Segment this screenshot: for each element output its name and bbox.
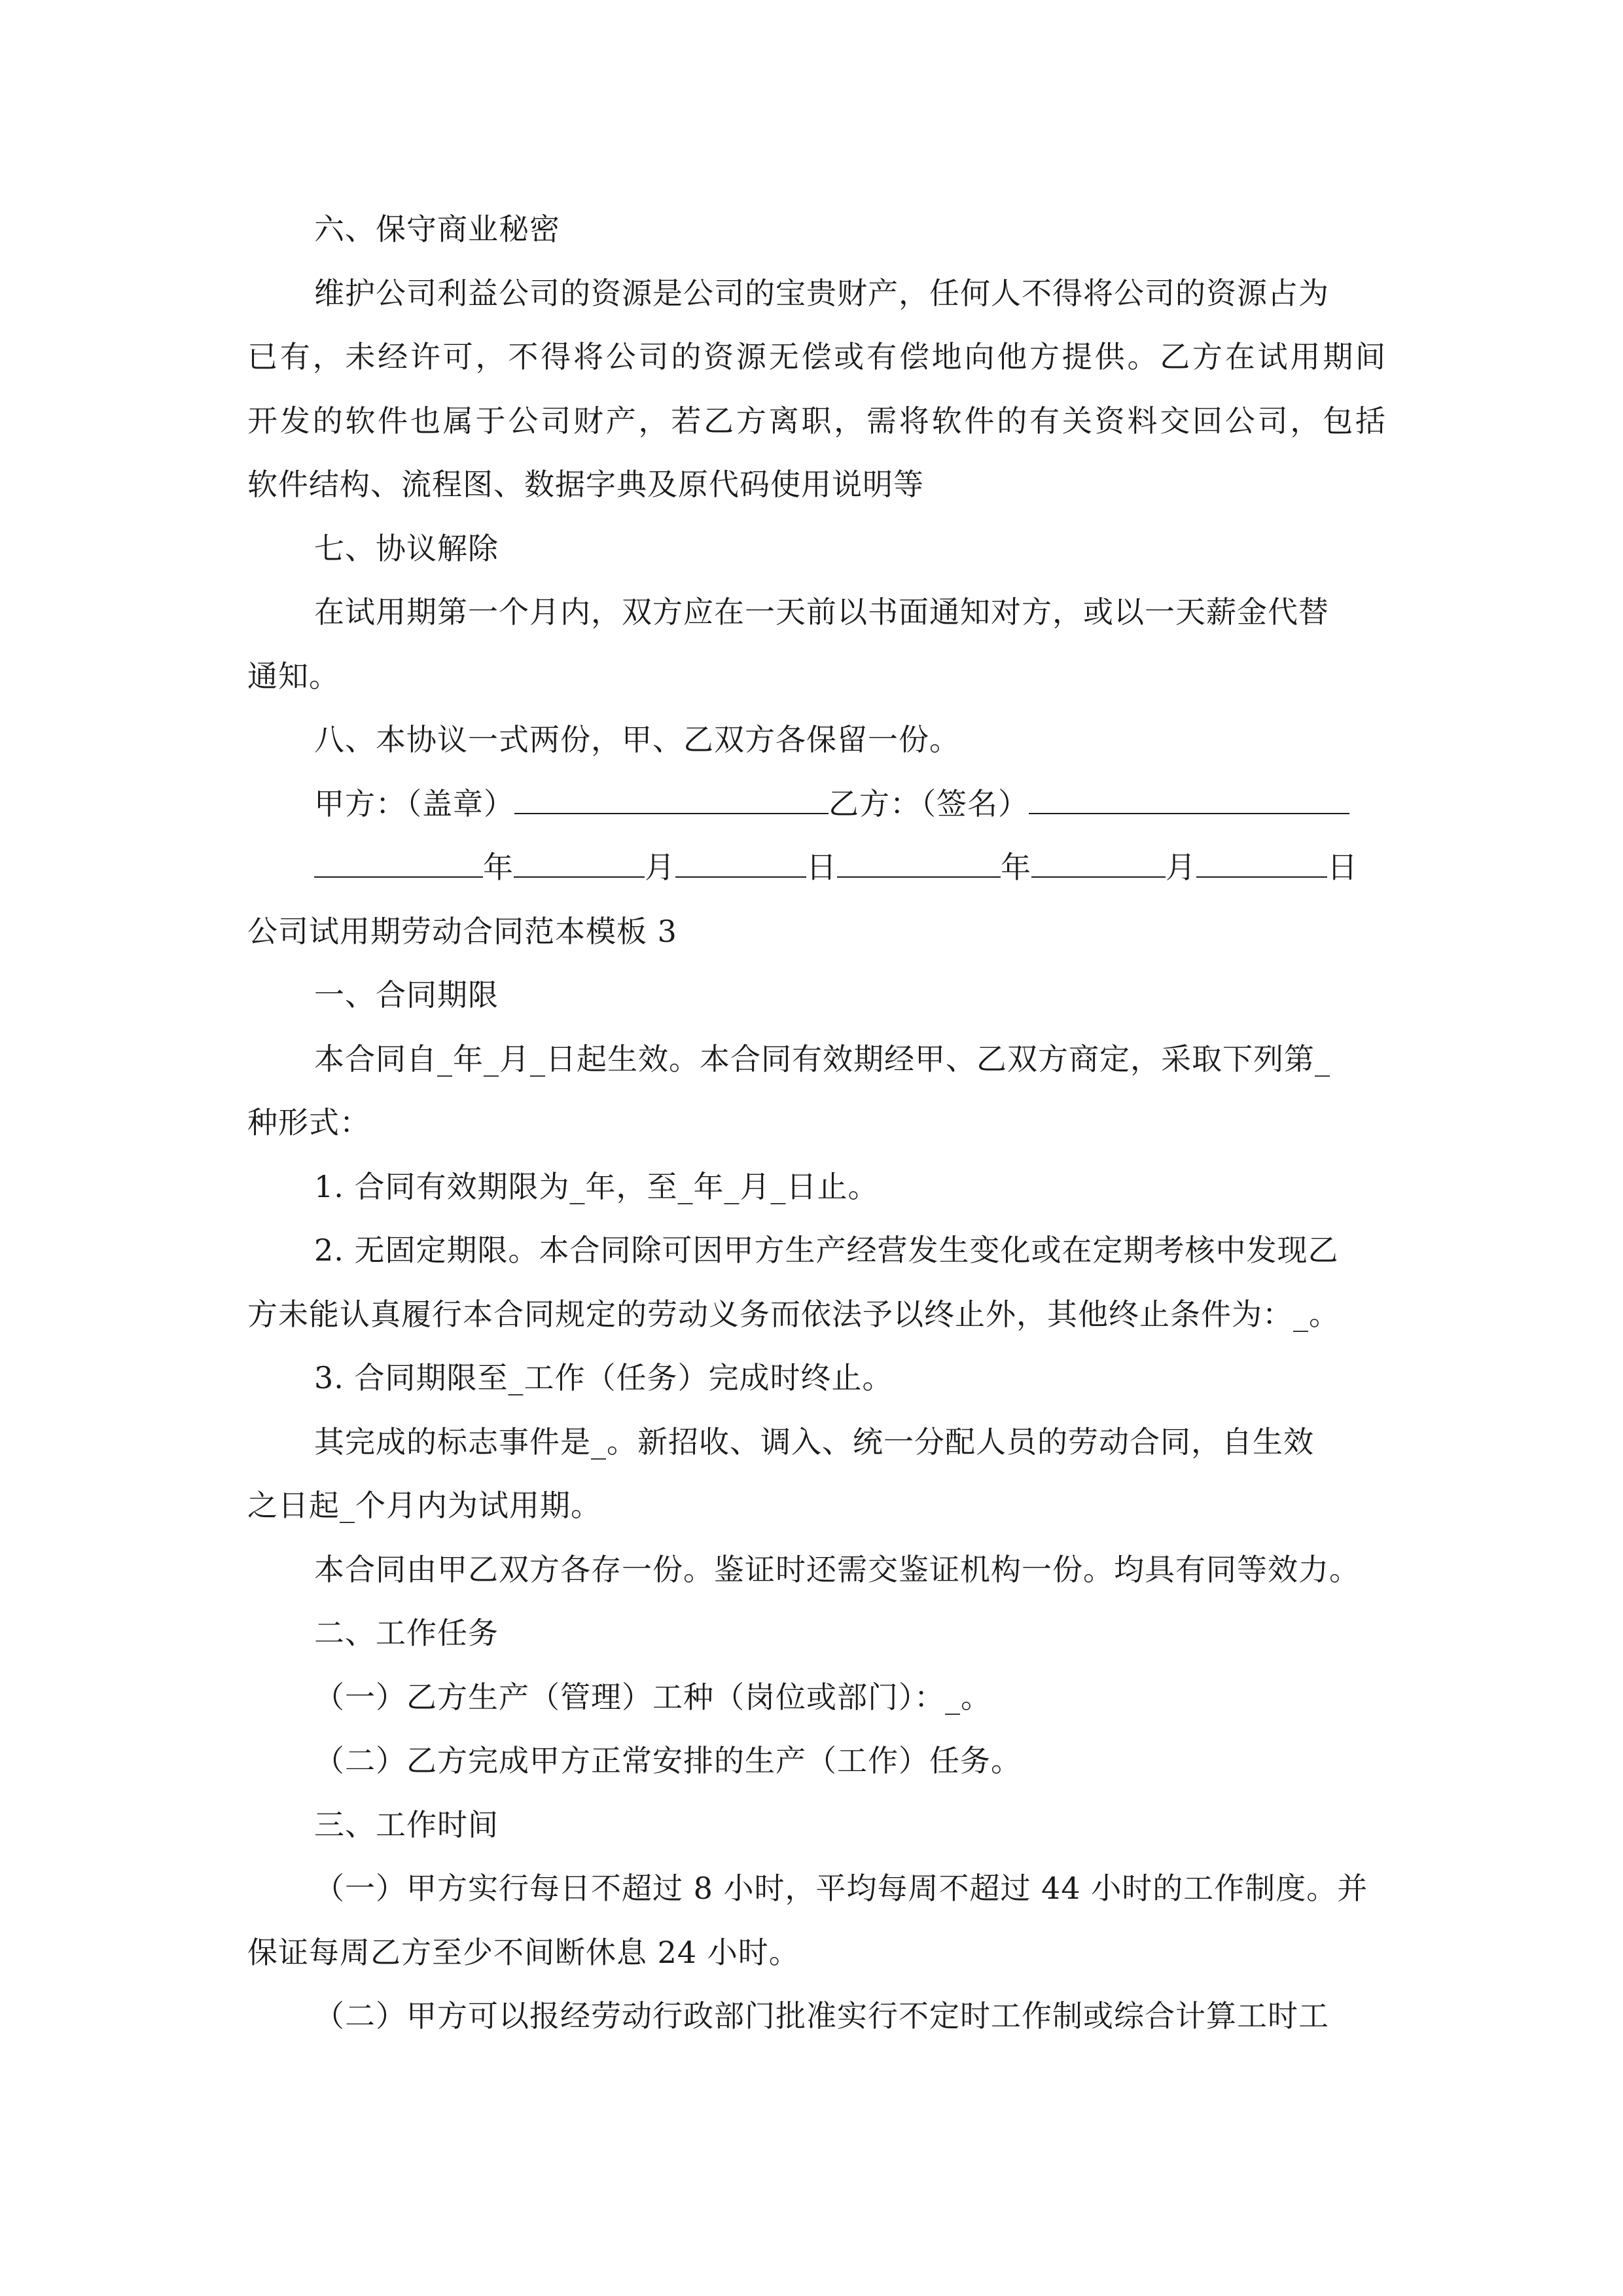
month-label: 月 (1166, 850, 1196, 885)
party-b-year-blank (837, 848, 1001, 878)
section-heading: 六、保守商业秘密 (314, 211, 560, 247)
party-a-day-blank (675, 848, 806, 878)
month-label: 月 (645, 850, 675, 885)
section-heading: 一、合同期限 (314, 977, 499, 1013)
year-label: 年 (1001, 850, 1031, 885)
paragraph-line: 其完成的标志事件是_。新招收、调入、统一分配人员的劳动合同，自生效 (314, 1424, 1314, 1460)
day-label: 日 (1327, 850, 1358, 885)
paragraph-line: 种形式： (247, 1105, 370, 1140)
party-a-label: 甲方：（盖章） (314, 786, 514, 821)
list-item: 3. 合同期限至_工作（任务）完成时终止。 (314, 1360, 893, 1395)
paragraph-line: 开发的软件也属于公司财产，若乙方离职，需将软件的有关资料交回公司，包括 (247, 403, 1386, 439)
template-title: 公司试用期劳动合同范本模板 3 (247, 914, 677, 949)
party-b-signature-blank (1029, 784, 1349, 814)
paragraph-line: 之日起_个月内为试用期。 (247, 1488, 601, 1523)
list-item: 1. 合同有效期限为_年，至_年_月_日止。 (314, 1169, 879, 1204)
paragraph-line: 软件结构、流程图、数据字典及原代码使用说明等 (247, 467, 924, 502)
list-item: （二）甲方可以报经劳动行政部门批准实行不定时工作制或综合计算工时工 (314, 1998, 1329, 2034)
list-item: 2. 无固定期限。本合同除可因甲方生产经营发生变化或在定期考核中发现乙 (314, 1232, 1339, 1268)
paragraph-line: 已有，未经许可，不得将公司的资源无偿或有偿地向他方提供。乙方在试用期间 (247, 339, 1386, 374)
year-label: 年 (483, 850, 514, 885)
date-line (314, 848, 1358, 887)
section-heading: 三、工作时间 (314, 1807, 499, 1842)
list-item: （二）乙方完成甲方正常安排的生产（工作）任务。 (314, 1743, 1022, 1778)
paragraph-line: 在试用期第一个月内，双方应在一天前以书面通知对方，或以一天薪金代替 (314, 594, 1329, 630)
paragraph-line: 方未能认真履行本合同规定的劳动义务而依法予以终止外，其他终止条件为：_。 (247, 1297, 1340, 1332)
signature-line (314, 784, 1349, 823)
party-b-label: 乙方：（签名） (829, 786, 1029, 821)
paragraph-line: 本合同由甲乙双方各存一份。鉴证时还需交鉴证机构一份。均具有同等效力。 (314, 1552, 1360, 1587)
day-label: 日 (806, 850, 837, 885)
paragraph-line: 本合同自_年_月_日起生效。本合同有效期经甲、乙双方商定，采取下列第_ (314, 1041, 1330, 1077)
list-item: （一）甲方实行每日不超过 8 小时，平均每周不超过 44 小时的工作制度。并 (314, 1871, 1368, 1906)
party-a-signature-blank (514, 784, 829, 814)
paragraph-line: 通知。 (247, 658, 340, 694)
paragraph-line: 八、本协议一式两份，甲、乙双方各保留一份。 (314, 722, 960, 757)
party-b-month-blank (1031, 848, 1166, 878)
party-a-year-blank (314, 848, 483, 878)
party-a-month-blank (514, 848, 645, 878)
list-item: （一）乙方生产（管理）工种（岗位或部门）：_。 (314, 1679, 991, 1715)
paragraph-line: 保证每周乙方至少不间断休息 24 小时。 (247, 1935, 800, 1970)
party-b-day-blank (1196, 848, 1327, 878)
section-heading: 七、协议解除 (314, 531, 499, 566)
paragraph-line: 维护公司利益公司的资源是公司的宝贵财产，任何人不得将公司的资源占为 (314, 276, 1329, 311)
section-heading: 二、工作任务 (314, 1615, 499, 1651)
